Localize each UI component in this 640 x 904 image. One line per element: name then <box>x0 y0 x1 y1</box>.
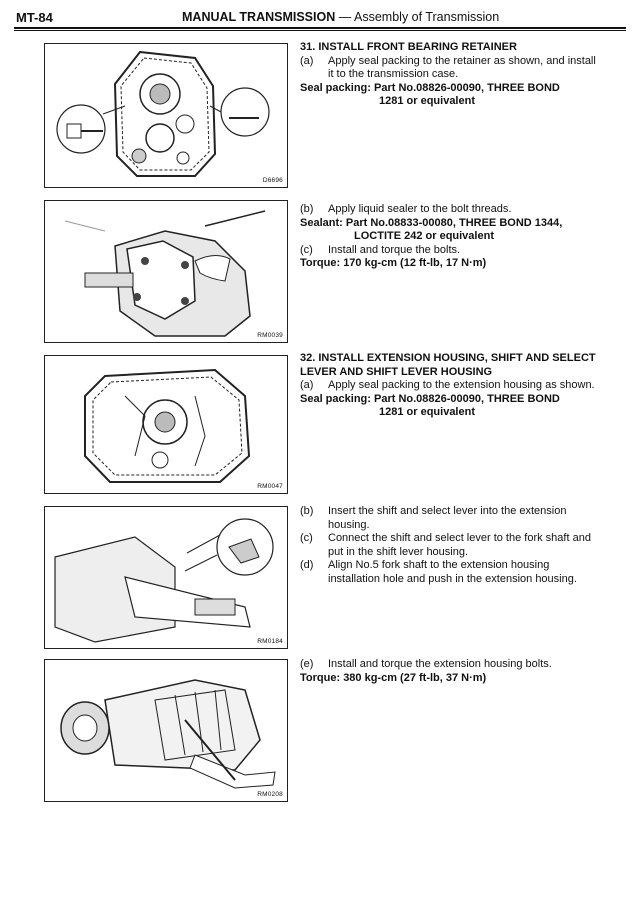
seal-spec <box>300 393 600 420</box>
section-31 <box>300 41 600 109</box>
spec-value: Part No.08826-00090, THREE BOND <box>373 392 560 405</box>
spec-value-cont: 1281 or equivalent <box>379 95 475 107</box>
step-b <box>300 505 600 532</box>
spec-key: Torque: <box>300 257 341 269</box>
spec-key: Seal packing: <box>300 81 371 94</box>
step-label: (b) <box>300 203 314 215</box>
page-title <box>182 10 499 24</box>
figure-code: RM0039 <box>257 332 283 339</box>
spec-key: Seal packing: <box>300 392 371 405</box>
section-32-cont <box>300 505 600 586</box>
page-header <box>14 8 626 30</box>
torque-spec <box>300 257 600 271</box>
torque-bolts-illustration-icon <box>45 201 287 342</box>
spec-value: Part No.08833-00080, THREE BOND 1344, <box>345 216 563 229</box>
header-rule-thin <box>14 30 626 31</box>
figure-bearing-retainer <box>44 43 288 188</box>
section-title: 32. INSTALL EXTENSION HOUSING, SHIFT AND SELECT LEVER AND SHIFT LEVER HOUSING <box>300 352 596 378</box>
step-c <box>300 532 600 559</box>
step-label: (a) <box>300 54 314 67</box>
step-label: (b) <box>300 505 314 517</box>
page-number: MT-84 <box>16 10 53 25</box>
header-rule <box>14 27 626 29</box>
spec-value: 170 kg-cm (12 ft-lb, 17 N·m) <box>343 257 487 269</box>
step-text: Insert the shift and select lever into the extension housing. <box>328 505 567 531</box>
spec-value-cont: 1281 or equivalent <box>379 406 475 418</box>
step-text: Align No.5 fork shaft to the extension housing installation hole and push in the extension housing. <box>328 559 577 585</box>
figure-extension-bolts <box>44 659 288 802</box>
extension-housing-bolts-illustration-icon <box>45 660 287 801</box>
step-label: (e) <box>300 658 314 670</box>
step-a <box>300 379 600 393</box>
step-text: Install and torque the bolts. <box>328 243 461 256</box>
step-label: (c) <box>300 243 313 256</box>
figure-code: D6696 <box>262 177 283 184</box>
step-c <box>300 244 600 258</box>
step-d <box>300 559 600 586</box>
step-text: Apply seal packing to the retainer as shown, and install it to the transmission case. <box>328 54 596 80</box>
step-label: (a) <box>300 379 314 391</box>
section-31-cont <box>300 203 600 271</box>
step-e <box>300 658 600 672</box>
step-label: (d) <box>300 559 314 571</box>
spec-key: Torque: <box>300 671 341 684</box>
step-text: Apply seal packing to the extension housing as shown. <box>328 379 595 391</box>
sealant-spec <box>300 217 600 244</box>
figure-torque-bolts <box>44 200 288 343</box>
step-a <box>300 55 600 82</box>
shift-lever-insertion-illustration-icon <box>45 507 287 648</box>
chapter-subtitle: — Assembly of Transmission <box>338 10 500 24</box>
section-title: 31. INSTALL FRONT BEARING RETAINER <box>300 41 517 53</box>
figure-shift-lever <box>44 506 288 649</box>
figure-code: RM0047 <box>257 483 283 490</box>
figure-code: RM0208 <box>257 791 283 798</box>
bearing-retainer-seal-diagram-icon <box>45 44 287 187</box>
step-text: Connect the shift and select lever to the fork shaft and put in the shift lever housing. <box>328 532 591 558</box>
torque-spec <box>300 672 600 686</box>
spec-key: Sealant: <box>300 216 343 229</box>
step-label: (c) <box>300 532 313 544</box>
figure-code: RM0184 <box>257 638 283 645</box>
step-text: Install and torque the extension housing bolts. <box>328 658 552 670</box>
spec-value: Part No.08826-00090, THREE BOND <box>373 81 560 94</box>
seal-spec <box>300 82 600 109</box>
extension-housing-seal-diagram-icon <box>45 356 287 493</box>
section-32 <box>300 352 600 420</box>
step-b <box>300 203 600 217</box>
spec-value-cont: LOCTITE 242 or equivalent <box>354 230 494 242</box>
figure-extension-housing <box>44 355 288 494</box>
spec-value: 380 kg-cm (27 ft-lb, 37 N·m) <box>343 671 487 684</box>
chapter-title: MANUAL TRANSMISSION <box>182 10 336 24</box>
step-text: Apply liquid sealer to the bolt threads. <box>328 203 512 215</box>
section-32-end <box>300 658 600 685</box>
